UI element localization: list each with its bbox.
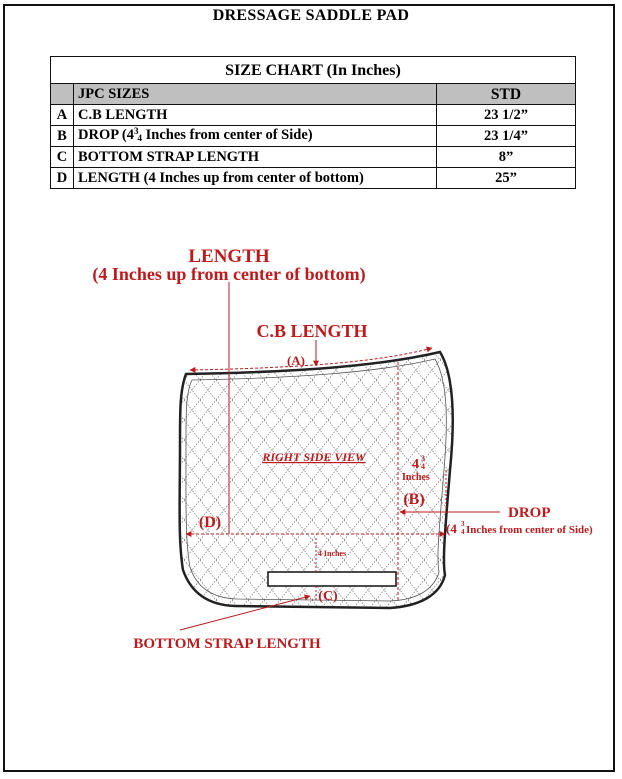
row-name: BOTTOM STRAP LENGTH (74, 147, 437, 168)
row-name-prefix: DROP (4 (78, 127, 134, 143)
row-value: 8” (437, 147, 576, 168)
row-frac-top: 3 (133, 126, 139, 136)
row-letter: A (51, 105, 74, 126)
row-letter: D (51, 168, 74, 189)
drop-sub-frac-top: 3 (461, 520, 465, 528)
marker-c: (C) (318, 589, 338, 604)
row-name: C.B LENGTH (74, 105, 437, 126)
row-value: 23 1/4” (437, 126, 576, 147)
row-letter: B (51, 126, 74, 147)
drop-sub-frac-bottom: 4 (461, 528, 465, 536)
length-title: LENGTH (188, 246, 270, 267)
side-view-label: RIGHT SIDE VIEW (262, 450, 366, 464)
marker-d: (D) (198, 514, 222, 531)
marker-a: (A) (286, 353, 306, 368)
inches-frac-top: 3 (421, 454, 425, 463)
page-title: DRESSAGE SADDLE PAD (212, 7, 410, 24)
length-subtitle: (4 Inches up from center of bottom) (92, 264, 366, 284)
inches-4-prefix: 4 (412, 457, 419, 472)
row-frac-bottom: 4 (137, 133, 142, 143)
drop-label: DROP (508, 505, 551, 521)
drop-sub-prefix: (4 (446, 521, 457, 536)
row-value: 25” (437, 168, 576, 189)
table-caption: SIZE CHART (In Inches) (51, 57, 576, 84)
bottom-strap-label: BOTTOM STRAP LENGTH (133, 636, 321, 652)
cb-length-label: C.B LENGTH (256, 321, 368, 341)
inches-frac-bottom: 4 (421, 462, 425, 471)
four-inches-label: 4 Inches (317, 549, 347, 558)
header-size-label: JPC SIZES (74, 84, 437, 105)
row-value: 23 1/2” (437, 105, 576, 126)
drop-sub-suffix: Inches from center of Side) (466, 524, 593, 536)
inches-word: Inches (402, 472, 430, 483)
header-std-label: STD (437, 84, 576, 105)
marker-b: (B) (403, 491, 425, 508)
row-name: LENGTH (4 Inches up from center of bottom) (74, 168, 437, 189)
row-letter: C (51, 147, 74, 168)
bottom-strap (268, 572, 396, 586)
row-name-suffix: Inches from center of Side) (141, 127, 313, 143)
